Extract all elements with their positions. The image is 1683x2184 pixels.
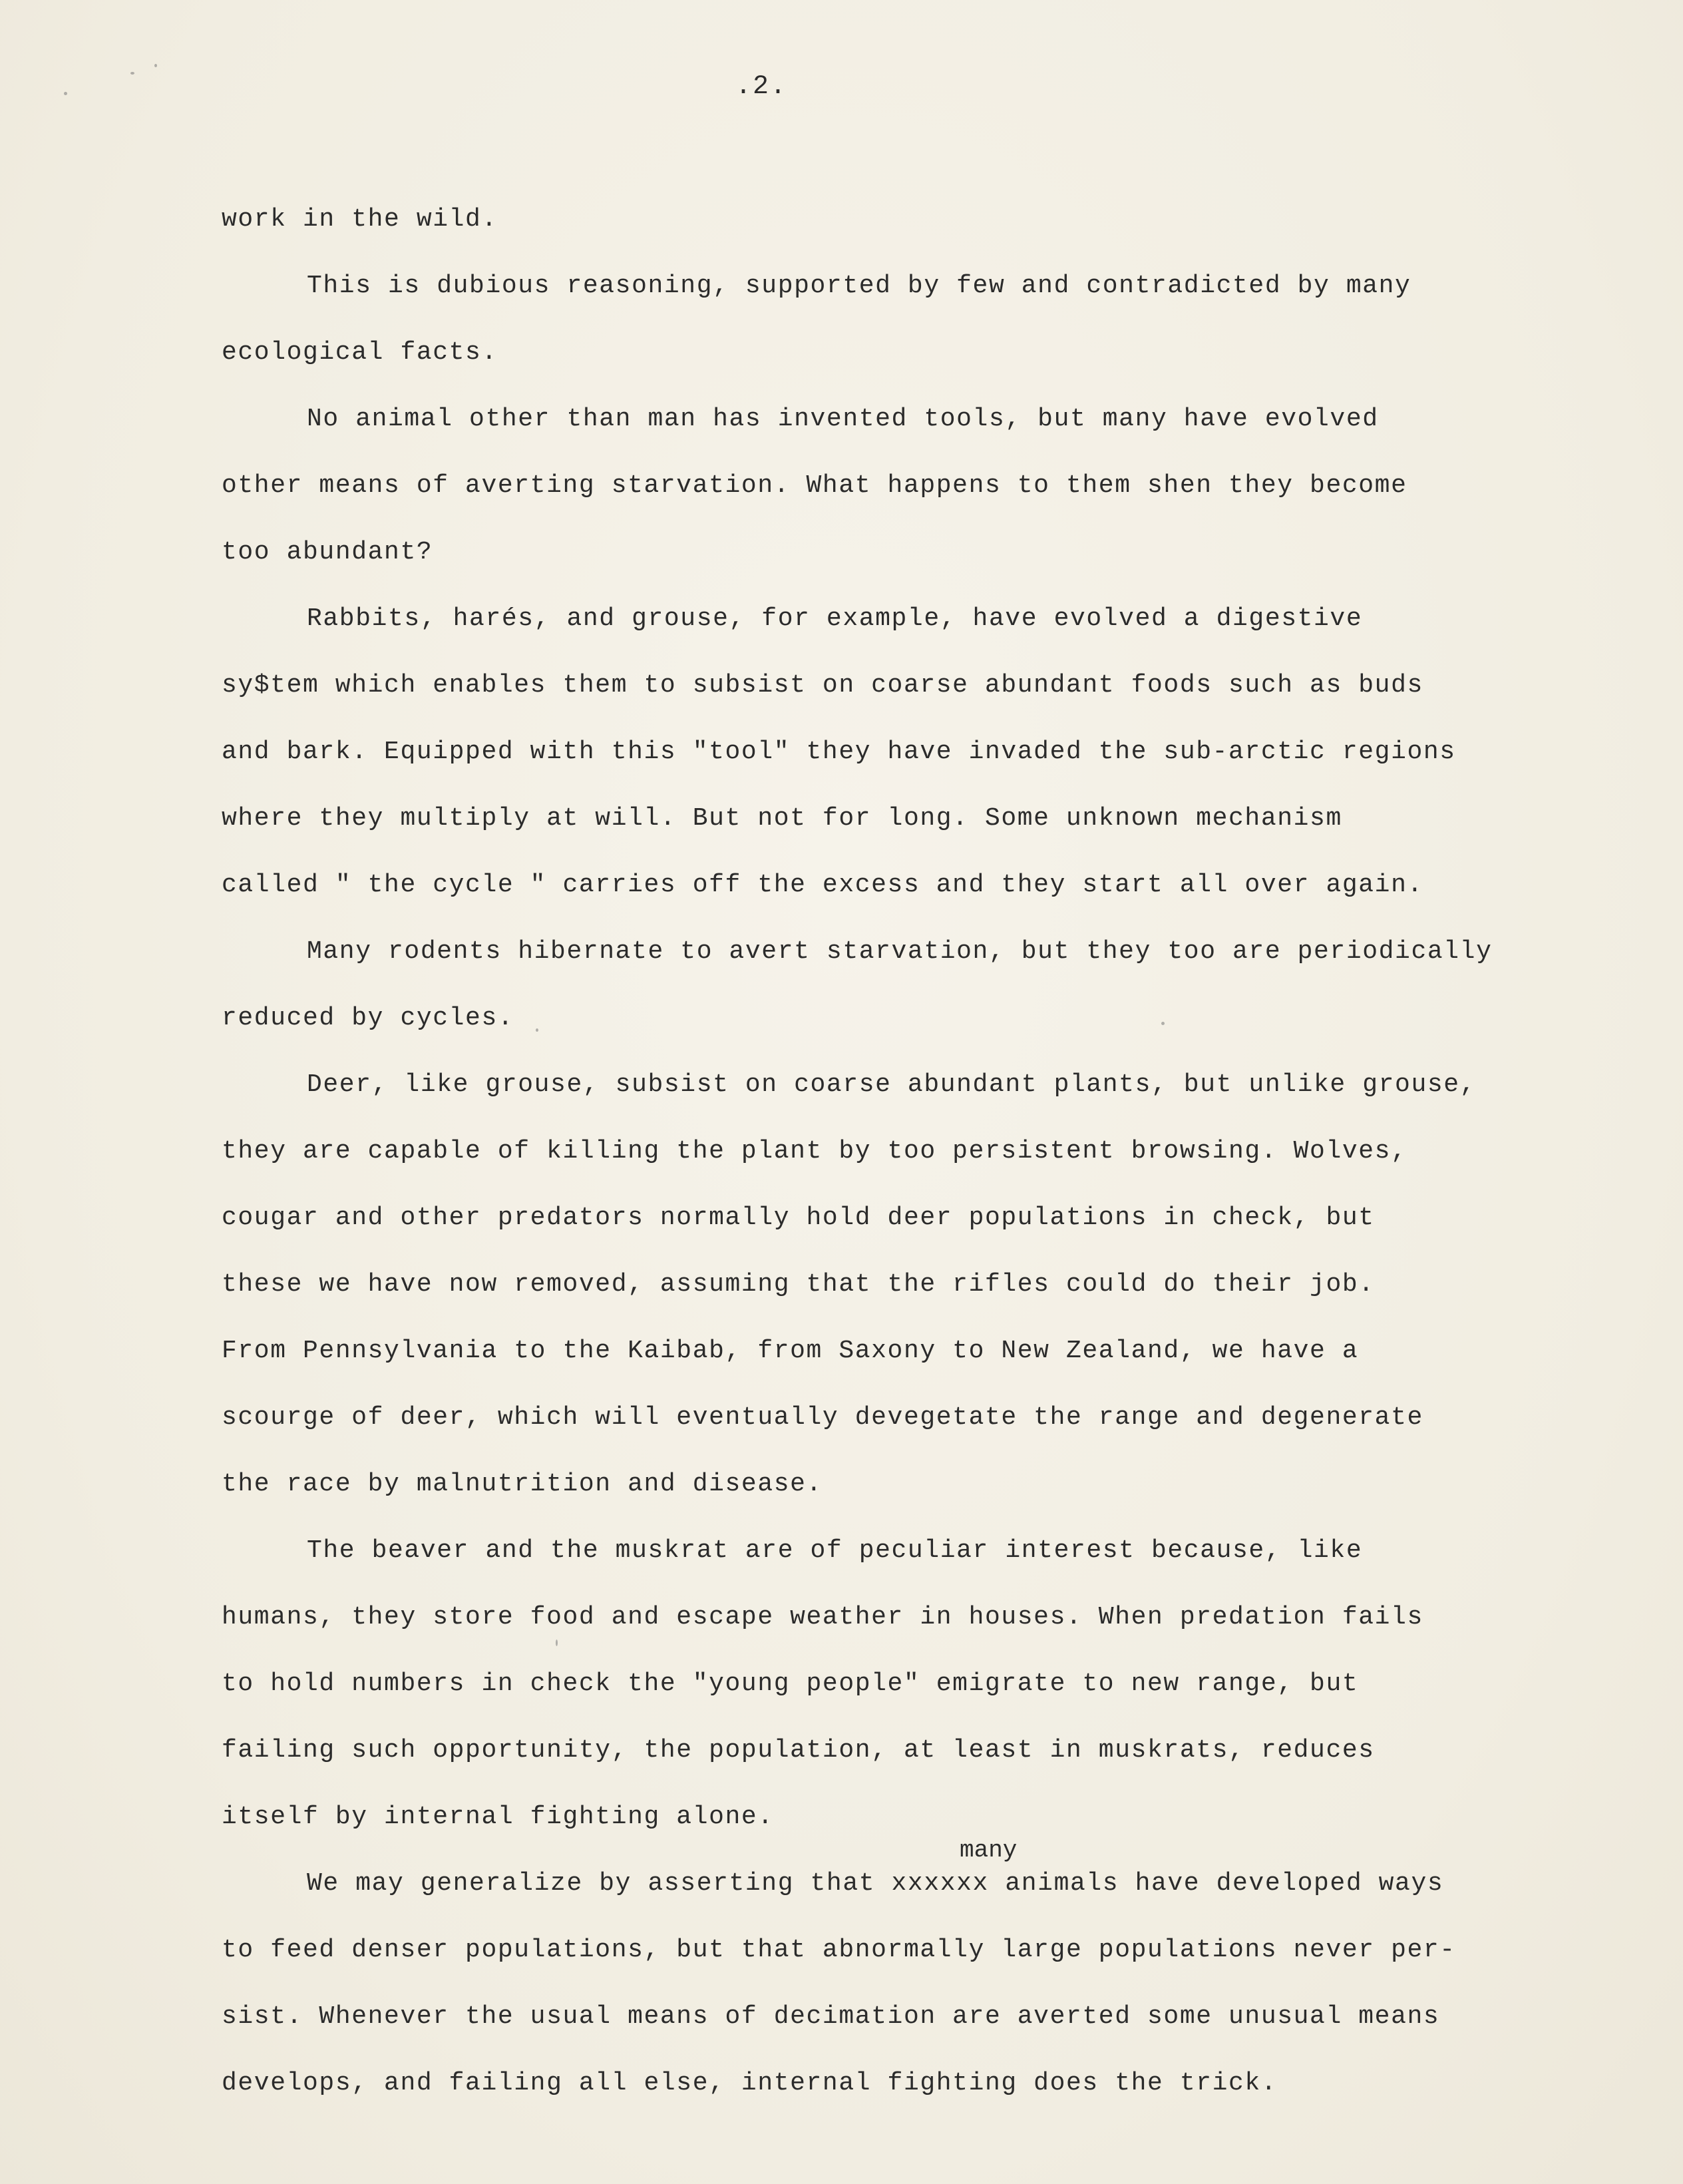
text-line: No animal other than man has invented tools, but many have evolved: [307, 405, 1379, 433]
text-line: failing such opportunity, the population, at least in muskrats, reduces: [222, 1736, 1375, 1765]
text-line: other means of averting starvation. What happens to them shen they become: [222, 471, 1407, 500]
text-line: where they multiply at will. But not for long. Some unknown mechanism: [222, 804, 1342, 833]
text-line: and bark. Equipped with this "tool" they have invaded the sub-arctic regions: [222, 738, 1456, 766]
text-line: to feed denser populations, but that abnormally large populations never per-: [222, 1936, 1456, 1964]
text-line: to hold numbers in check the "young people" emigrate to new range, but: [222, 1669, 1359, 1698]
text-line: sist. Whenever the usual means of decimation are averted some unusual means: [222, 2002, 1440, 2031]
text-line: the race by malnutrition and disease.: [222, 1470, 823, 1498]
text-line: Rabbits, harés, and grouse, for example, have evolved a digestive: [307, 604, 1363, 633]
text-line: From Pennsylvania to the Kaibab, from Saxony to New Zealand, we have a: [222, 1337, 1359, 1365]
text-line: they are capable of killing the plant by too persistent browsing. Wolves,: [222, 1137, 1407, 1166]
text-line: Many rodents hibernate to avert starvation, but they too are periodically: [307, 937, 1493, 966]
text-line: work in the wild.: [222, 205, 498, 234]
paper-speck: [556, 1639, 558, 1646]
paper-speck: [64, 92, 67, 95]
text-line: ecological facts.: [222, 338, 498, 367]
text-line: itself by internal fighting alone.: [222, 1803, 774, 1831]
text-line: develops, and failing all else, internal fighting does the trick.: [222, 2069, 1278, 2097]
text-line: The beaver and the muskrat are of peculiar interest because, like: [307, 1536, 1363, 1565]
paper-speck: [130, 72, 134, 75]
text-line: humans, they store food and escape weather in houses. When predation fails: [222, 1603, 1423, 1632]
text-line: cougar and other predators normally hold deer populations in check, but: [222, 1203, 1375, 1232]
text-line: scourge of deer, which will eventually devegetate the range and degenerate: [222, 1403, 1423, 1432]
text-line: these we have now removed, assuming that the rifles could do their job.: [222, 1270, 1375, 1299]
text-line: too abundant?: [222, 538, 433, 566]
paper-speck: [536, 1028, 538, 1032]
text-line: reduced by cycles.: [222, 1004, 514, 1032]
text-line: Deer, like grouse, subsist on coarse abundant plants, but unlike grouse,: [307, 1070, 1477, 1099]
text-line: sy$tem which enables them to subsist on coarse abundant foods such as buds: [222, 671, 1423, 700]
typed-body: [222, 200, 1519, 2130]
typed-insertion: many: [960, 1837, 1018, 1864]
paper-speck: [154, 64, 157, 67]
text-line: We may generalize by asserting that xxxxxx animals have developed ways: [307, 1869, 1444, 1898]
paper-speck: [1161, 1022, 1165, 1025]
text-line: called " the cycle " carries off the excess and they start all over again.: [222, 871, 1423, 899]
page-number: .2.: [735, 72, 788, 102]
text-line: This is dubious reasoning, supported by few and contradicted by many: [307, 272, 1411, 300]
